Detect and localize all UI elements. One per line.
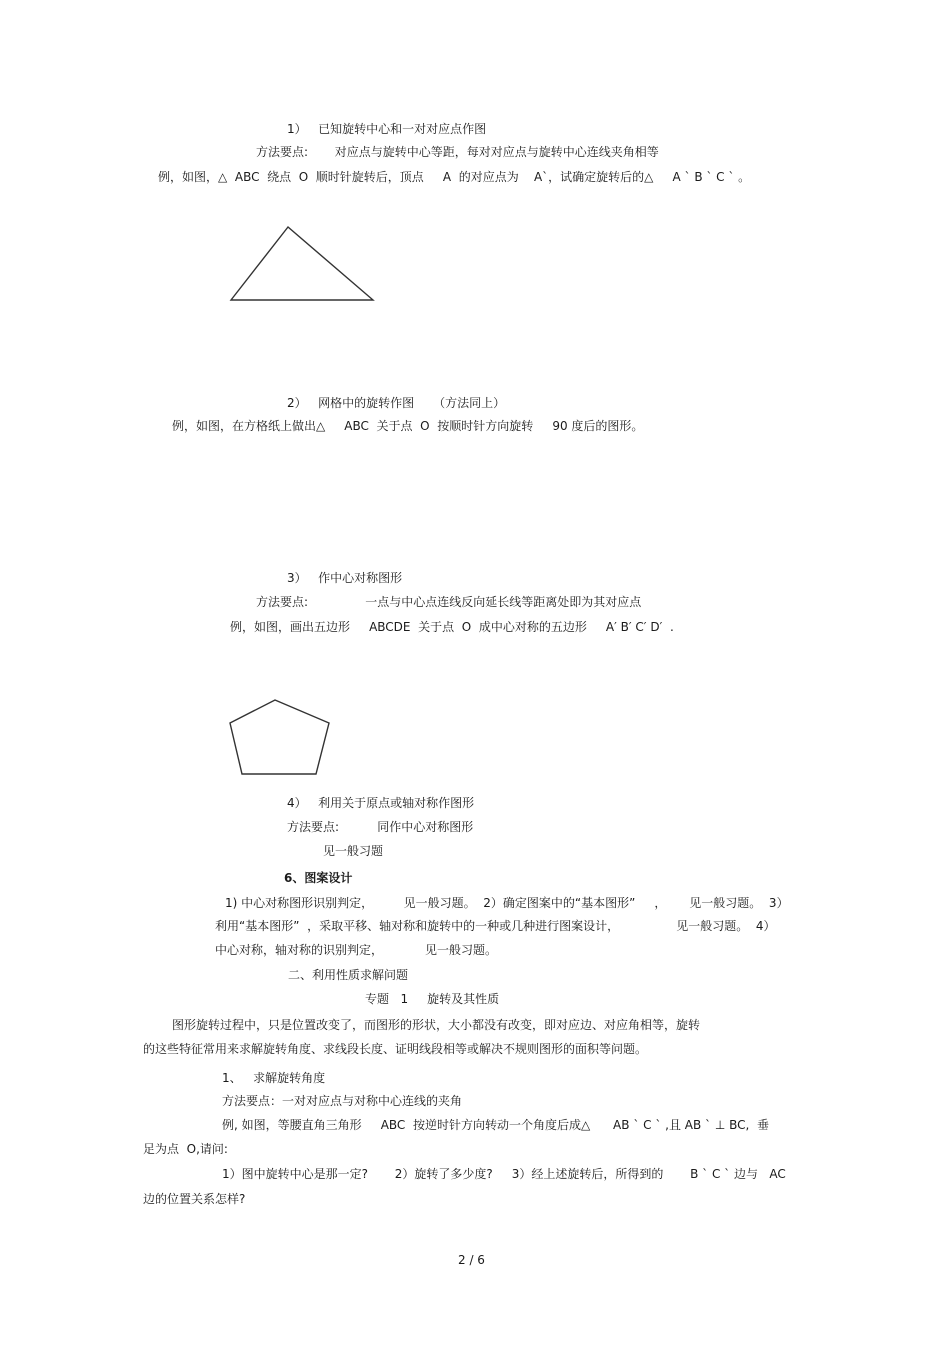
text-line: 边的位置关系怎样?: [143, 1192, 246, 1206]
text-line: 例，如图，在方格纸上做出△ ABC 关于点 O 按顺时针方向旋转 90 度后的图形。: [172, 419, 644, 433]
triangle-abc-figure: [228, 225, 378, 305]
section-heading: 二、利用性质求解问题: [288, 968, 409, 982]
text-line: 例，如图，画出五边形 ABCDE 关于点 O 成中心对称的五边形 A′ B′ C′ D′ .: [230, 620, 674, 634]
text-line: 例，如图，△ ABC 绕点 O 顺时针旋转后，顶点 A 的对应点为 A`，试确定旋转后的△ A ` B ` C ` 。: [158, 170, 751, 184]
paragraph-line: 的这些特征常用来求解旋转角度、求线段长度、证明线段相等或解决不规则图形的面积等问题。: [143, 1042, 648, 1056]
pentagon-shape: [230, 700, 329, 774]
text-line: 方法要点：一对对应点与对称中心连线的夹角: [222, 1094, 463, 1108]
paragraph-line: 图形旋转过程中，只是位置改变了，而图形的形状，大小都没有改变，即对应边、对应角相等，旋转: [172, 1018, 701, 1032]
text-line: 方法要点: 同作中心对称图形: [287, 820, 474, 834]
text-line: 2） 网格中的旋转作图 （方法同上）: [287, 396, 506, 410]
text-line: 4） 利用关于原点或轴对称作图形: [287, 796, 475, 810]
text-line: 例, 如图，等腰直角三角形 ABC 按逆时针方向转动一个角度后成△ AB ` C ` ,且 AB ` ⊥ BC, 垂: [222, 1118, 769, 1132]
text-line: 1）图中旋转中心是那一定? 2）旋转了多少度? 3）经上述旋转后，所得到的 B ` C ` 边与 AC: [222, 1167, 786, 1181]
text-line: 利用“基本图形” ，采取平移、轴对称和旋转中的一种或几种进行图案设计， 见一般习题。 4）: [215, 919, 776, 933]
text-line: 方法要点: 一点与中心点连线反向延长线等距离处即为其对应点: [256, 595, 642, 609]
page-number: 2 / 6: [458, 1253, 485, 1267]
text-line: 足为点 O,请问:: [143, 1142, 228, 1156]
text-line: 见一般习题: [323, 844, 384, 858]
text-line: 1） 已知旋转中心和一对对应点作图: [287, 122, 487, 136]
section-heading: 6、图案设计: [284, 871, 353, 885]
text-line: 中心对称，轴对称的识别判定， 见一般习题。: [215, 943, 497, 957]
text-line: 1、 求解旋转角度: [222, 1071, 326, 1085]
topic-heading: 专题 1 旋转及其性质: [365, 992, 500, 1006]
text-line: 方法要点: 对应点与旋转中心等距，每对对应点与旋转中心连线夹角相等: [256, 145, 659, 159]
triangle-shape: [231, 227, 373, 300]
text-line: 1) 中心对称图形识别判定， 见一般习题。 2）确定图案中的“基本图形” ， 见一般习题。 3）: [225, 896, 789, 910]
pentagon-abcde-figure: [227, 698, 333, 778]
text-line: 3） 作中心对称图形: [287, 571, 403, 585]
